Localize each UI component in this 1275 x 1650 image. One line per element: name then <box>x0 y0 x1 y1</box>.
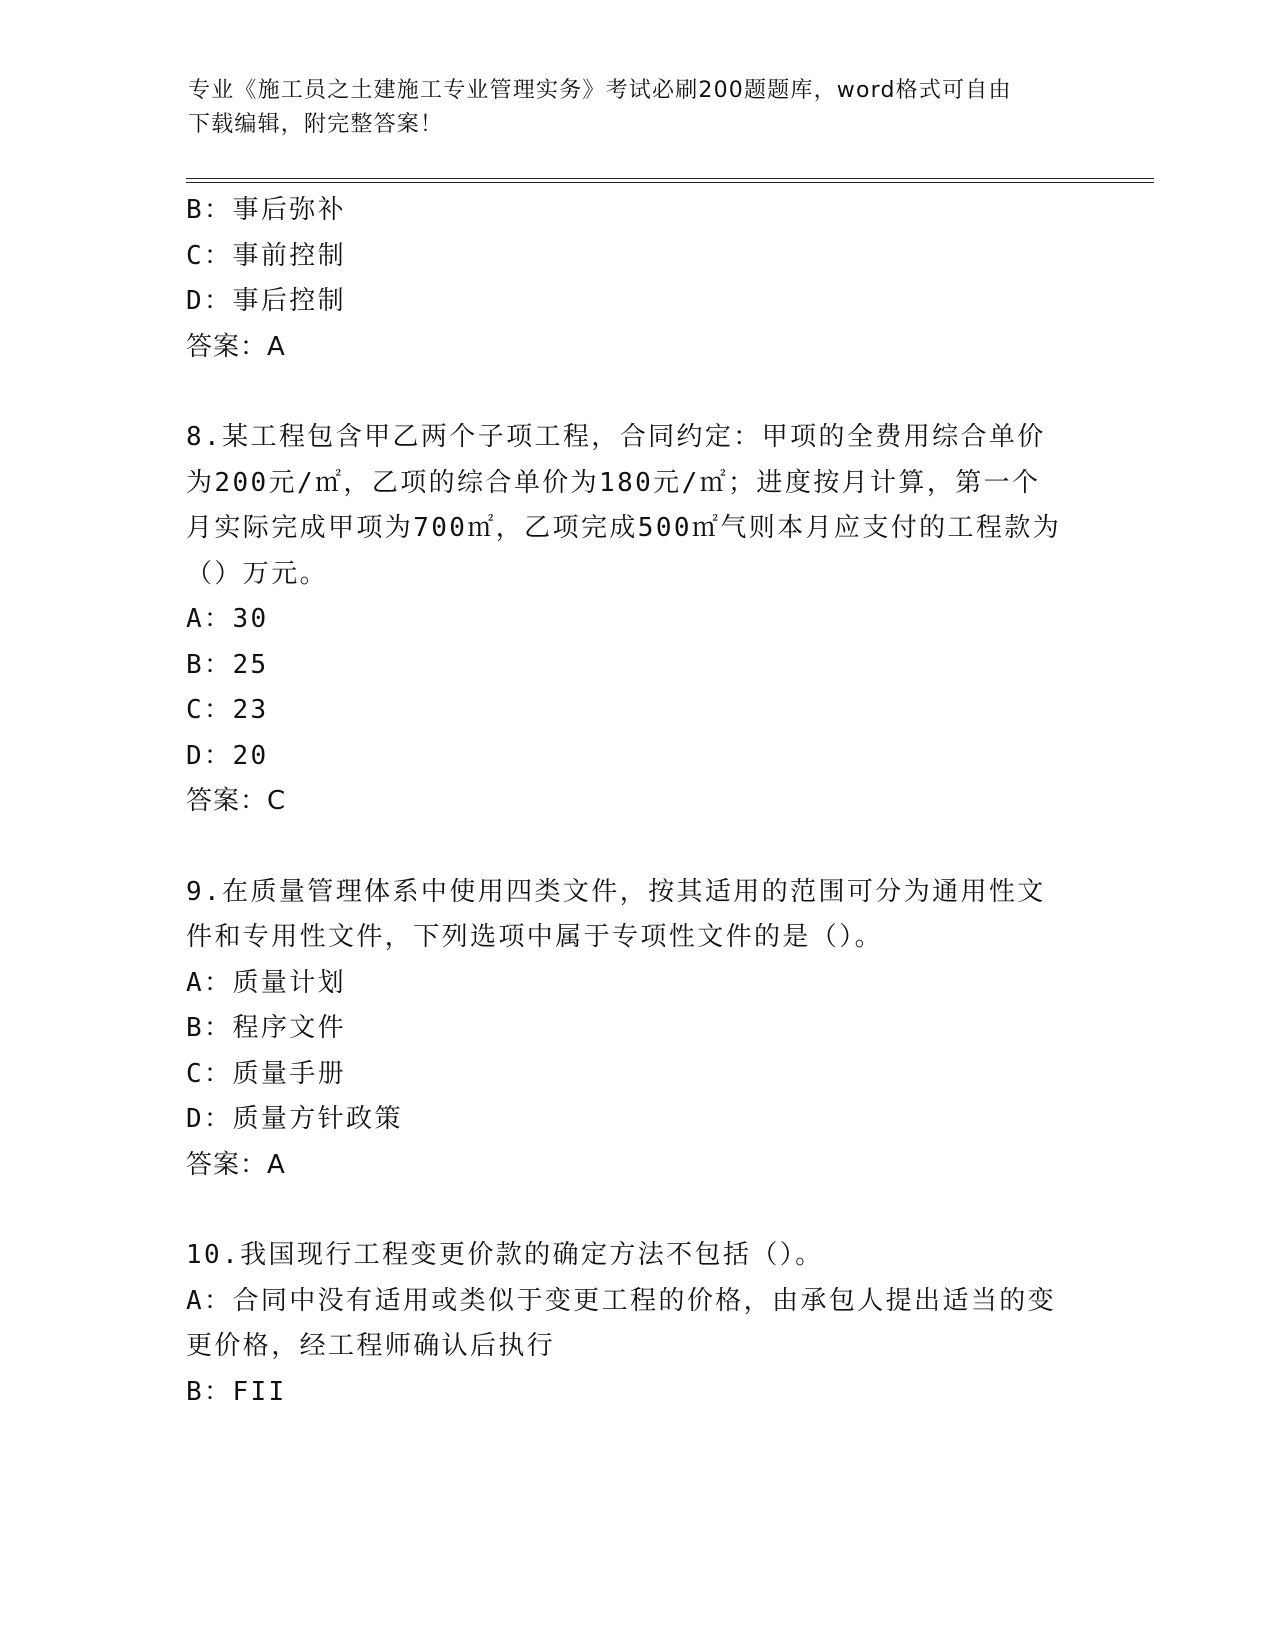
question-stem-line: 10.我国现行工程变更价款的确定方法不包括（）。 <box>186 1240 824 1270</box>
option-a: A：合同中没有适用或类似于变更工程的价格，由承包人提出适当的变 <box>186 1285 1057 1316</box>
option-d: D：事后控制 <box>186 286 347 316</box>
question-9 <box>186 870 1086 1189</box>
spacer <box>186 1188 1086 1233</box>
question-stem-line: 8.某工程包含甲乙两个子项工程，合同约定：甲项的全费用综合单价 <box>186 422 1046 452</box>
question-8 <box>186 415 1086 825</box>
option-b: B：程序文件 <box>186 1013 347 1043</box>
question-7-tail <box>186 188 1086 370</box>
option-b: B：事后弥补 <box>186 195 347 225</box>
option-a: A：质量计划 <box>186 967 347 998</box>
spacer <box>186 825 1086 870</box>
option-d: D：20 <box>186 740 269 771</box>
option-b: B：25 <box>186 649 269 680</box>
question-10 <box>186 1233 1086 1415</box>
spacer <box>186 370 1086 415</box>
header-line-2: 下载编辑，附完整答案！ <box>188 112 444 137</box>
question-stem-line: （）万元。 <box>186 558 329 589</box>
option-c: C：质量手册 <box>186 1058 347 1089</box>
document-header <box>188 74 1068 142</box>
option-b: B：FII <box>186 1376 287 1407</box>
question-stem-line: 为200元/㎡，乙项的综合单价为180元/㎡；进度按月计算，第一个 <box>186 467 1041 498</box>
header-double-rule <box>186 178 1154 183</box>
header-line-1: 专业《施工员之土建施工专业管理实务》考试必刷200题题库，word格式可自由 <box>188 78 1012 103</box>
option-c: C：23 <box>186 695 269 725</box>
option-a-continued: 更价格，经工程师确认后执行 <box>186 1331 556 1361</box>
question-content <box>186 188 1086 1415</box>
question-stem-line: 月实际完成甲项为700㎡，乙项完成500㎡气则本月应支付的工程款为 <box>186 513 1062 543</box>
option-a: A：30 <box>186 604 269 634</box>
answer-line: 答案：C <box>186 786 287 816</box>
question-stem-line: 9.在质量管理体系中使用四类文件，按其适用的范围可分为通用性文 <box>186 876 1046 907</box>
question-stem-line: 件和专用性文件，下列选项中属于专项性文件的是（）。 <box>186 922 884 952</box>
option-c: C：事前控制 <box>186 240 347 271</box>
option-d: D：质量方针政策 <box>186 1104 403 1134</box>
answer-line: 答案：A <box>186 1149 286 1180</box>
answer-line: 答案：A <box>186 331 286 362</box>
